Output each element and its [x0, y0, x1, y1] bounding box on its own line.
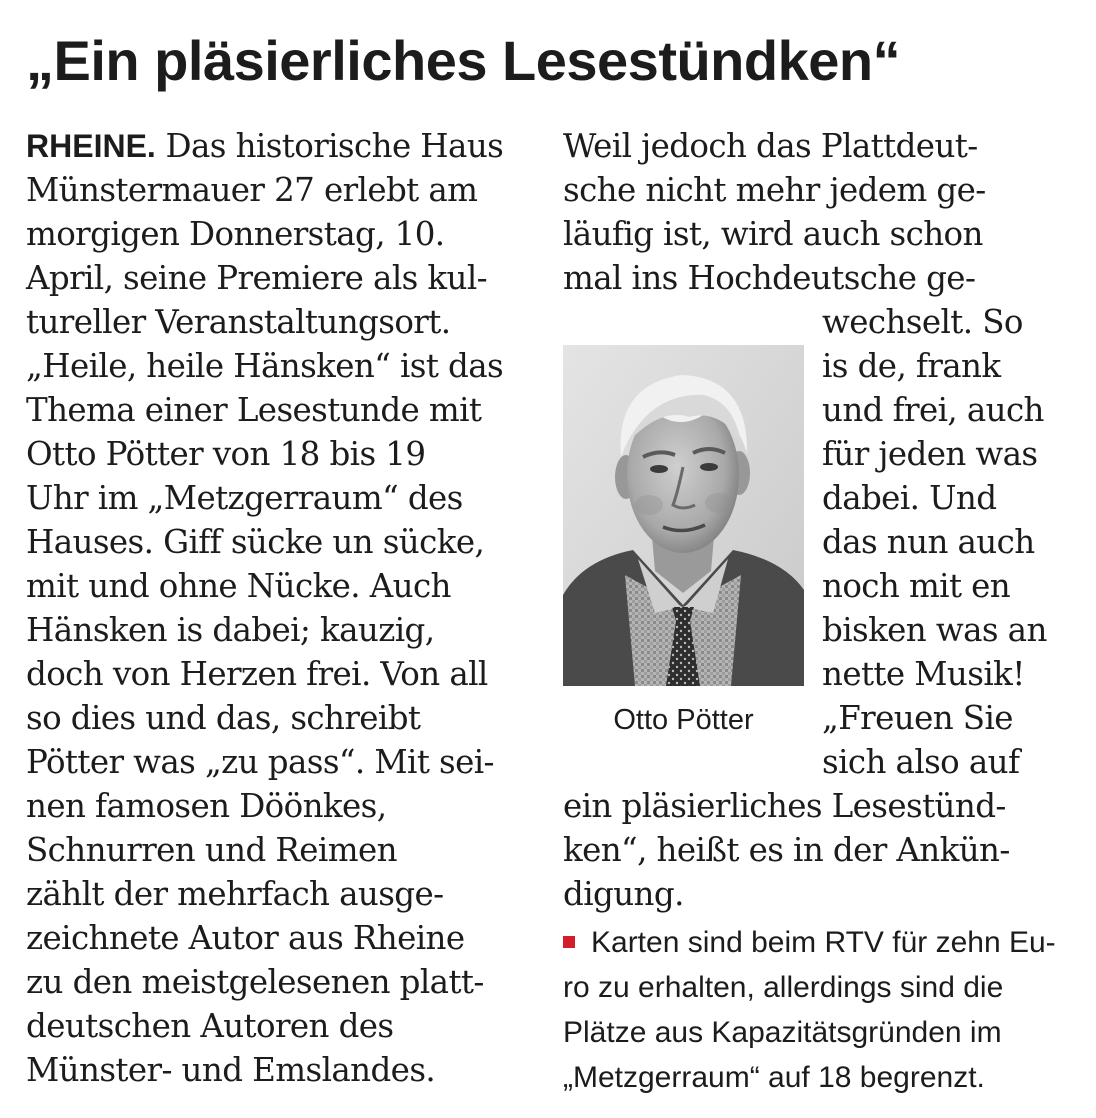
body-line: „Freuen Sie — [822, 699, 1013, 737]
body-line: ken“, heißt es in der Ankün- — [563, 831, 1010, 869]
body-line: das nun auch — [822, 523, 1035, 561]
body-line: „Heile, heile Hänsken“ ist das — [26, 347, 504, 385]
body-line: digung. — [563, 875, 684, 913]
body-line: wechselt. So — [822, 303, 1023, 341]
body-line: sche nicht mehr jedem ge- — [563, 171, 986, 209]
body-line: Hänsken is dabei; kauzig, — [26, 611, 435, 649]
info-line-text: Karten sind beim RTV für zehn Eu- — [591, 926, 1056, 959]
dateline: RHEINE. — [26, 128, 156, 164]
body-line: is de, frank — [822, 347, 1001, 385]
photo-caption: Otto Pötter — [613, 704, 754, 736]
portrait-photo-icon — [563, 345, 804, 686]
body-line: nen famosen Döönkes, — [26, 787, 387, 825]
body-line: zählt der mehrfach ausge- — [26, 875, 444, 913]
body-line: Münster- und Emslandes. — [26, 1051, 436, 1089]
body-line: tureller Veranstaltungsort. — [26, 303, 451, 341]
body-line: Otto Pötter von 18 bis 19 — [26, 435, 426, 473]
headline: „Ein pläsierliches Lesestündken“ — [26, 29, 901, 92]
bullet-square-icon — [563, 936, 575, 948]
body-line — [26, 124, 503, 168]
body-line: bisken was an — [822, 611, 1047, 649]
body-line: morgigen Donnerstag, 10. — [26, 215, 445, 253]
body-line: Thema einer Lesestunde mit — [26, 391, 482, 429]
body-line: sich also auf — [822, 743, 1020, 781]
body-line: Weil jedoch das Plattdeut- — [563, 127, 978, 165]
info-line: ro zu erhalten, allerdings sind die — [563, 971, 1004, 1004]
info-line — [563, 920, 1056, 965]
body-line: doch von Herzen frei. Von all — [26, 655, 488, 693]
body-line: mal ins Hochdeutsche ge- — [563, 259, 976, 297]
body-line: Pötter was „zu pass“. Mit sei- — [26, 743, 494, 781]
body-line: April, seine Premiere als kul- — [26, 259, 488, 297]
body-line: zeichnete Autor aus Rheine — [26, 919, 465, 957]
body-line: Münstermauer 27 erlebt am — [26, 171, 478, 209]
body-line: Schnurren und Reimen — [26, 831, 397, 869]
info-line: Plätze aus Kapazitätsgründen im — [563, 1016, 1002, 1049]
body-line: dabei. Und — [822, 479, 997, 517]
info-line: „Metzgerraum“ auf 18 begrenzt. — [563, 1061, 985, 1094]
body-line: mit und ohne Nücke. Auch — [26, 567, 451, 605]
body-line: Uhr im „Metzgerraum“ des — [26, 479, 463, 517]
body-line: deutschen Autoren des — [26, 1007, 394, 1045]
body-line: und frei, auch — [822, 391, 1044, 429]
body-line: nette Musik! — [822, 655, 1025, 693]
body-line-text: Das historische Haus — [155, 127, 504, 165]
body-line: so dies und das, schreibt — [26, 699, 421, 737]
body-line: ein pläsierliches Lesestünd- — [563, 787, 1006, 825]
body-line: zu den meistgelesenen platt- — [26, 963, 484, 1001]
body-line: noch mit en — [822, 567, 1011, 605]
portrait-photo — [563, 345, 804, 686]
body-line: Hauses. Giff sücke un sücke, — [26, 523, 485, 561]
body-line: läufig ist, wird auch schon — [563, 215, 983, 253]
body-line: für jeden was — [822, 435, 1038, 473]
